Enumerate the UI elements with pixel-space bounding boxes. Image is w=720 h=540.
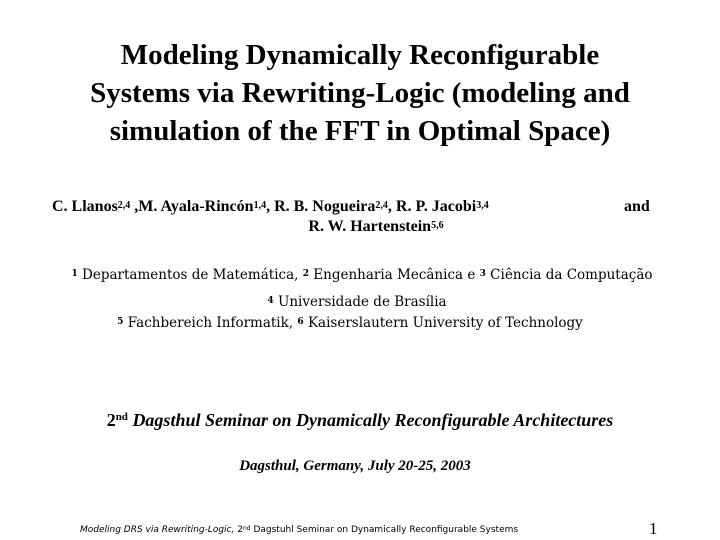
footer-ordinal: 2	[234, 525, 243, 535]
title-line-1: Modeling Dynamically Reconfigurable	[120, 39, 600, 71]
author-affil-sup: 3,4	[476, 200, 489, 211]
affil-number: 2	[302, 269, 309, 279]
title-line-3: simulation of the FFT in Optimal Space)	[109, 115, 611, 147]
seminar-title: Dagsthul Seminar on Dynamically Reconfigurable Architectures	[127, 410, 614, 430]
seminar-ordinal-suffix: nd	[115, 411, 128, 423]
author-name: ,M. Ayala-Rincón	[130, 198, 254, 215]
author-name: , R. B. Nogueira	[266, 198, 376, 215]
footer-short-title: Modeling DRS via Rewriting-Logic,	[80, 525, 235, 535]
author-name: , R. P. Jacobi	[387, 198, 477, 215]
author-list	[52, 197, 672, 237]
author-line-2	[52, 217, 672, 237]
affil-text: Fachbereich Informatik,	[123, 315, 298, 331]
author-conjunction: and	[624, 198, 650, 215]
affil-text: Kaiserslautern University of Technology	[303, 315, 583, 331]
affiliation-line-1	[2, 265, 720, 285]
affil-number: 6	[297, 317, 304, 327]
footer-event: Dagstuhl Seminar on Dynamically Reconfigurable Systems	[250, 525, 519, 535]
slide-title	[20, 36, 700, 150]
affiliation-line-2	[0, 292, 717, 312]
footer-ordinal-suffix: nd	[242, 525, 251, 532]
affil-number: 5	[117, 317, 124, 327]
author-affil-sup: 1,4	[253, 200, 267, 211]
author-affil-sup: 5,6	[431, 220, 444, 231]
affil-number: 3	[479, 269, 486, 279]
author-affil-sup: 2,4	[375, 200, 388, 211]
affil-text: Ciência da Computação	[485, 267, 653, 283]
seminar-ordinal: 2	[106, 410, 116, 430]
affiliation-line-3	[0, 313, 710, 333]
seminar-name	[0, 410, 720, 431]
author-name: R. W. Hartenstein	[308, 218, 432, 235]
author-affil-sup: 2,4	[117, 200, 131, 211]
affil-text: Engenharia Mecânica e	[308, 267, 480, 283]
affil-number: 4	[267, 296, 274, 306]
affil-text: Universidade de Brasília	[273, 294, 447, 310]
slide-footer	[80, 525, 518, 535]
affil-number: 1	[71, 269, 78, 279]
author-line-1	[52, 197, 672, 217]
affil-text: Departamentos de Matemática,	[77, 267, 303, 283]
author-name: C. Llanos	[52, 198, 118, 215]
event-place-date: Dagsthul, Germany, July 20-25, 2003	[239, 458, 471, 474]
page-number: 1	[649, 519, 658, 538]
title-line-2: Systems via Rewriting-Logic (modeling and	[90, 77, 630, 109]
